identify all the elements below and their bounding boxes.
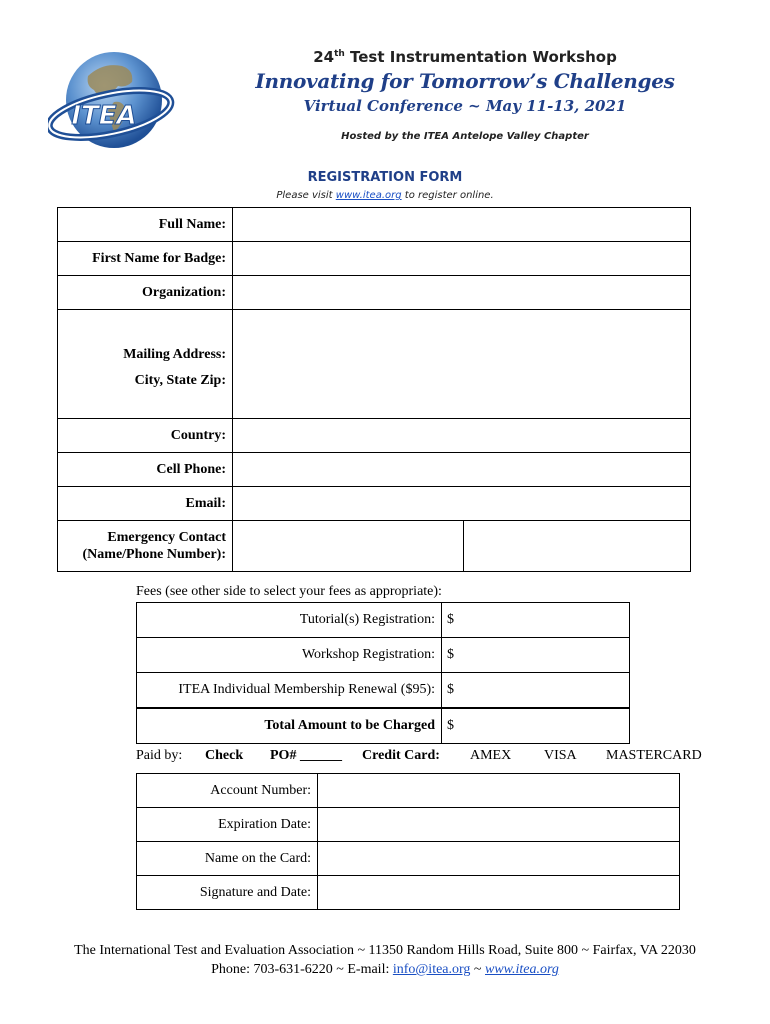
check-option[interactable]: Check: [205, 748, 244, 763]
table-row: [137, 603, 630, 638]
conference-line: Virtual Conference ~ May 11-13, 2021: [303, 97, 627, 115]
table-row: [137, 842, 680, 876]
amex-option[interactable]: AMEX: [470, 748, 512, 763]
country-label: Country:: [58, 419, 233, 453]
full-name-label: Full Name:: [58, 208, 233, 242]
currency-sign: $: [447, 718, 454, 733]
currency-sign: $: [447, 612, 454, 627]
form-title: REGISTRATION FORM: [307, 170, 463, 185]
footer-contact: Phone: 703-631-6220 ~ E-mail: info@itea.org ~ www.itea.org: [211, 962, 559, 977]
fees-table: [136, 602, 630, 744]
country-field[interactable]: [233, 419, 691, 453]
emergency-label-line1: Emergency Contact: [107, 530, 226, 545]
table-row: [58, 310, 691, 419]
emergency-label-cell: [58, 521, 233, 572]
table-row: [58, 487, 691, 521]
credit-card-label: Credit Card:: [362, 748, 440, 763]
footer-address: The International Test and Evaluation Association ~ 11350 Random Hills Road, Suite 800 ~ Fairfax, VA 22030: [74, 943, 696, 958]
signature-date-field[interactable]: [318, 876, 680, 910]
badge-name-label: First Name for Badge:: [58, 242, 233, 276]
emergency-label-line2: (Name/Phone Number):: [82, 547, 226, 562]
visa-option[interactable]: VISA: [544, 748, 577, 763]
visit-line: Please visit www.itea.org to register online.: [276, 190, 494, 201]
mailing-address-label: Mailing Address:: [123, 347, 226, 362]
table-row: [137, 808, 680, 842]
cell-phone-field[interactable]: [233, 453, 691, 487]
address-label-cell: [58, 310, 233, 419]
name-on-card-field[interactable]: [318, 842, 680, 876]
badge-name-field[interactable]: [233, 242, 691, 276]
name-on-card-label: Name on the Card:: [137, 842, 318, 876]
workshop-fee-label: Workshop Registration:: [137, 638, 442, 673]
table-row: [58, 521, 691, 572]
mastercard-option[interactable]: MASTERCARD: [606, 748, 702, 763]
table-row: [137, 673, 630, 709]
table-row: [137, 774, 680, 808]
organization-label: Organization:: [58, 276, 233, 310]
account-number-field[interactable]: [318, 774, 680, 808]
city-state-zip-label: City, State Zip:: [134, 373, 226, 388]
full-name-field[interactable]: [233, 208, 691, 242]
table-row: [58, 453, 691, 487]
membership-fee-label: ITEA Individual Membership Renewal ($95):: [137, 673, 442, 709]
table-row: [137, 708, 630, 744]
emergency-phone-field[interactable]: [464, 521, 691, 572]
po-option[interactable]: PO# ______: [270, 748, 342, 763]
table-row: [58, 242, 691, 276]
signature-date-label: Signature and Date:: [137, 876, 318, 910]
registration-table: [57, 207, 691, 572]
address-field[interactable]: [233, 310, 691, 419]
membership-fee-field[interactable]: [442, 673, 630, 709]
theme-title: Innovating for Tomorrow’s Challenges: [255, 69, 675, 93]
email-link[interactable]: info@itea.org: [392, 962, 471, 977]
itea-logo: [48, 40, 178, 154]
table-row: [137, 638, 630, 673]
emergency-name-field[interactable]: [233, 521, 464, 572]
email-field[interactable]: [233, 487, 691, 521]
expiration-date-label: Expiration Date:: [137, 808, 318, 842]
payment-table: [136, 773, 680, 910]
table-row: [58, 419, 691, 453]
currency-sign: $: [447, 682, 454, 697]
table-row: [137, 876, 680, 910]
account-number-label: Account Number:: [137, 774, 318, 808]
currency-sign: $: [447, 647, 454, 662]
tutorial-fee-label: Tutorial(s) Registration:: [137, 603, 442, 638]
svg-text:ITEA: ITEA: [71, 101, 137, 131]
total-field[interactable]: [442, 708, 630, 744]
table-row: [58, 208, 691, 242]
workshop-fee-field[interactable]: [442, 638, 630, 673]
paid-by-label: Paid by:: [136, 748, 183, 763]
organization-field[interactable]: [233, 276, 691, 310]
workshop-title: 24th Test Instrumentation Workshop: [313, 48, 617, 66]
tutorial-fee-field[interactable]: [442, 603, 630, 638]
fees-intro: Fees (see other side to select your fees as appropriate):: [136, 584, 442, 599]
total-label: Total Amount to be Charged: [137, 708, 442, 744]
hosted-line: Hosted by the ITEA Antelope Valley Chapter: [341, 131, 589, 142]
expiration-date-field[interactable]: [318, 808, 680, 842]
cell-phone-label: Cell Phone:: [58, 453, 233, 487]
website-link[interactable]: www.itea.org: [485, 962, 559, 977]
email-label: Email:: [58, 487, 233, 521]
table-row: [58, 276, 691, 310]
itea-link[interactable]: www.itea.org: [335, 190, 402, 201]
